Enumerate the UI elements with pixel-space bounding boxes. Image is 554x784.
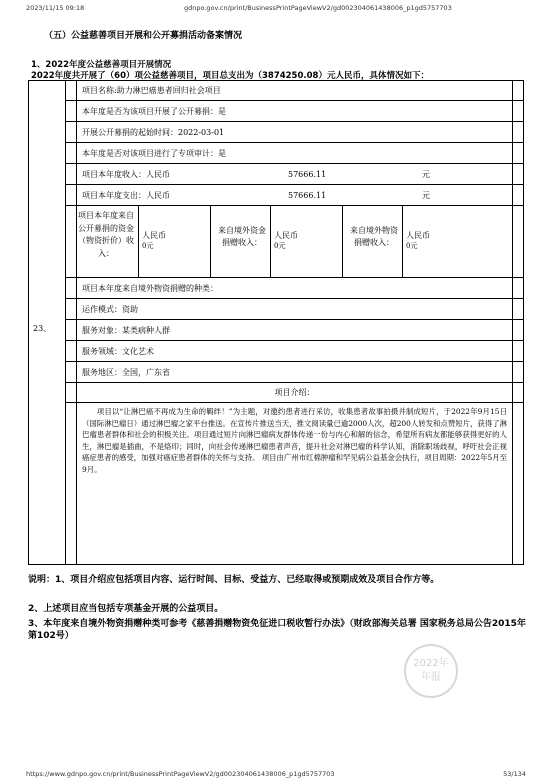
row-number: 23、 [33,324,52,333]
expense-unit: 元 [422,191,430,200]
intro-text: 项目以“让淋巴癌不再成为生命的羁绊！”为主题，对邀约患者进行采访，收集患者故事拍摄并制成短片，于2022年9月15日（国际淋巴瘤日）通过淋巴瘤之家平台推送。在宣传片推送当天，推文阅读量已逾2000人次，超200人转发和点赞短片，获得了淋巴瘤患者群体和社会的积极关注。项目通过短片向淋巴瘤病友群体传递一份与内心和解的信念，希望所有病友都能够获得更好的人生，淋巴瘤是插曲，不是烙印；同时，向社会传递淋巴瘤患者声音，提升社会对淋巴瘤的科学认知，消除职场歧视，呼吁社会正视癌症患者的感受，加强对癌症患者群体的关怀与支持。 项目由广州市红棉肿瘤和罕见病公益基金会执行，项目周期：2022年5月至9月。 [82,407,507,474]
fund-foreign-money-label: 来自境外资金捐赠收入： [218,226,266,247]
row-fundraising-start [66,122,523,143]
income-label: 项目本年度收入：人民币 [82,170,170,179]
row-project-name [66,81,523,101]
stamp-line-1: 2022年 [413,658,449,669]
special-audit: 本年度是否对该项目进行了专项审计：是 [82,149,226,158]
public-fundraising: 本年度是否为该项目开展了公开募捐：是 [82,107,226,116]
section-title: （五）公益慈善项目开展和公开募捐活动备案情况 [44,31,243,41]
summary-line: 2022年度共开展了（60）项公益慈善项目，项目总支出为（3874250.08）元人民币，具体情况如下： [31,71,429,81]
row-number-cell [29,81,66,564]
income-value: 57666.11 [288,170,327,179]
fundraising-start: 开展公开募捐的起始时间：2022-03-01 [82,128,225,137]
expense-value: 57666.11 [288,191,327,200]
row-public-fundraising [66,101,523,122]
fund-foreign-money-currency: 人民币 [274,231,298,240]
row-intro-text [66,403,523,564]
row-fund-sources [66,206,523,278]
print-datetime: 2023/11/15 09:18 [26,4,85,12]
row-foreign-material-type [66,278,523,299]
page-number: 53/134 [503,770,526,778]
row-income [66,164,523,185]
service-field: 服务领域：文化艺术 [82,347,154,356]
stamp-line-2: 年报 [421,672,441,683]
row-operation-mode [66,299,523,320]
footer-url: https://www.gdnpo.gov.cn/print/BusinessPrintPageViewV2/gd002304061438006_p1gd5757703 [26,770,335,778]
row-service-field [66,341,523,362]
project-name: 项目名称:助力淋巴癌患者回归社会项目 [82,86,221,95]
fund-foreign-material-currency: 人民币 [406,231,430,240]
income-unit: 元 [422,170,430,179]
note-1: 说明：1、项目介绍应包括项目内容、运行时间、目标、受益方、已经取得或预期成效及项目合作方等。 [28,575,440,585]
note-2: 2、上述项目应当包括专项基金开展的公益项目。 [28,604,224,614]
row-special-audit [66,143,523,164]
note-3: 3、本年度来自境外物资捐赠种类可参考《慈善捐赠物资免征进口税收暂行办法》（财政部海关总署 国家税务总局公告2015年第102号） [28,619,526,641]
annual-report-stamp [404,644,458,698]
fund-public-value: 0元 [142,242,154,250]
project-table [28,80,524,565]
row-intro-title [66,383,523,403]
fund-foreign-material-value: 0元 [406,242,418,250]
fund-public-currency: 人民币 [142,231,166,240]
fund-public-label: 项目本年度来自公开募捐的资金（物资折价）收入： [78,211,134,258]
row-service-target [66,320,523,341]
foreign-material-type: 项目本年度来自境外物资捐赠的种类： [82,284,218,293]
intro-title: 项目介绍： [274,388,315,397]
service-target: 服务对象：某类病种人群 [82,326,170,335]
fund-foreign-money-value: 0元 [274,242,286,250]
print-url: gdnpo.gov.cn/print/BusinessPrintPageViewV2/gd002304061438006_p1gd5757703 [184,4,452,12]
fund-foreign-material-label: 来自境外物资捐赠收入： [350,226,398,247]
expense-label: 项目本年度支出：人民币 [82,191,170,200]
service-region: 服务地区：全国，广东省 [82,368,170,377]
row-expense [66,185,523,206]
subsection-title: 1、2022年度公益慈善项目开展情况 [31,60,172,70]
operation-mode: 运作模式：资助 [82,305,138,314]
row-service-region [66,362,523,383]
